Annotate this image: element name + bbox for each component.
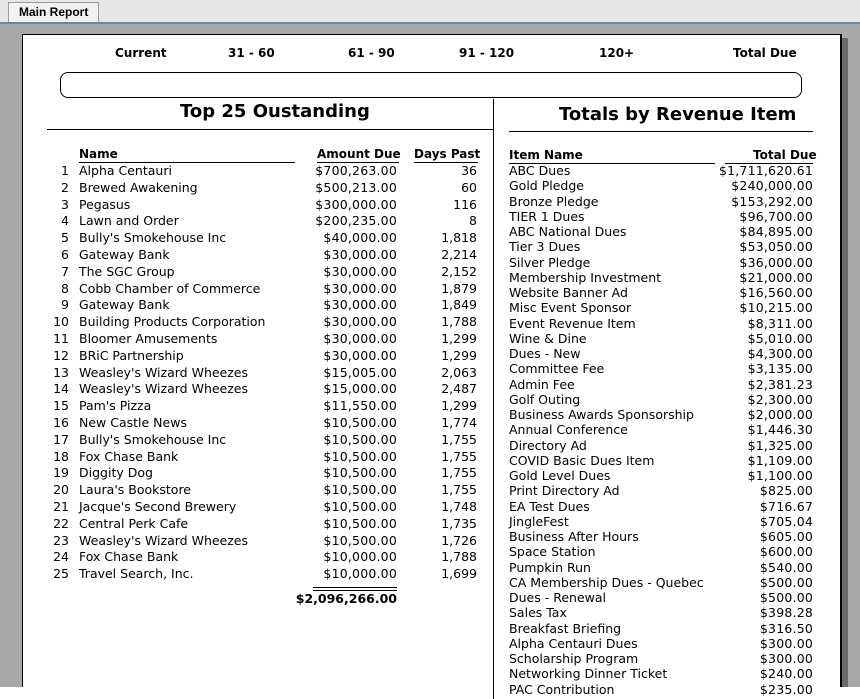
row-rank: 15 — [53, 398, 69, 414]
revenue-item-total: $1,325.00 — [747, 437, 813, 453]
revenue-item-total: $300.00 — [759, 635, 813, 651]
row-rank: 13 — [53, 364, 69, 380]
row-rank: 11 — [53, 331, 69, 346]
row-rank: 8 — [61, 280, 69, 296]
row-amount-due: $10,500.00 — [323, 515, 397, 531]
revenue-item-name: Networking Dinner Ticket — [509, 666, 668, 682]
right-title-rule — [509, 131, 813, 132]
row-amount-due: $30,000.00 — [323, 297, 397, 313]
revenue-item-name: PAC Contribution — [509, 681, 615, 697]
row-days-past: 1,755 — [441, 465, 477, 481]
aging-61-90-label: 61 - 90 — [348, 46, 395, 60]
revenue-item-name: Website Banner Ad — [509, 285, 628, 300]
revenue-item-total: $1,100.00 — [747, 468, 813, 483]
row-name: Jacque's Second Brewery — [79, 499, 237, 514]
revenue-item-total: $300.00 — [759, 651, 813, 666]
revenue-item-name: Gold Pledge — [509, 178, 584, 194]
row-name: Bully's Smokehouse Inc — [79, 230, 227, 246]
row-amount-due: $11,550.00 — [323, 398, 397, 414]
revenue-item-name: Membership Investment — [509, 269, 662, 285]
revenue-item-total: $2,381.23 — [747, 376, 813, 392]
revenue-item-total: $36,000.00 — [739, 254, 813, 270]
row-days-past: 1,755 — [441, 431, 477, 447]
revenue-item-name: Print Directory Ad — [509, 483, 620, 499]
row-amount-due: $10,500.00 — [323, 448, 397, 464]
left-title-rule — [47, 129, 493, 130]
revenue-item-total: $96,700.00 — [739, 208, 813, 224]
row-rank: 2 — [61, 179, 69, 195]
row-rank: 4 — [61, 213, 69, 229]
revenue-item-name: Dues - Renewal — [509, 590, 606, 605]
revenue-item-name: Space Station — [509, 544, 596, 560]
revenue-item-name: TIER 1 Dues — [509, 208, 585, 224]
aging-total-due-label: Total Due — [733, 46, 797, 60]
row-rank: 21 — [53, 499, 69, 514]
row-amount-due: $30,000.00 — [323, 331, 397, 346]
row-amount-due: $10,500.00 — [323, 431, 397, 447]
row-rank: 25 — [53, 566, 69, 582]
row-days-past: 1,726 — [441, 532, 477, 548]
revenue-item-name: Tier 3 Dues — [509, 239, 581, 255]
revenue-item-total: $316.50 — [759, 620, 813, 636]
revenue-item-name: ABC National Dues — [509, 224, 627, 239]
row-rank: 22 — [53, 515, 69, 531]
revenue-item-total: $235.00 — [759, 681, 813, 697]
revenue-item-name: Wine & Dine — [509, 330, 587, 346]
revenue-item-name: Gold Level Dues — [509, 468, 611, 483]
row-rank: 17 — [53, 431, 69, 447]
revenue-item-total: $84,895.00 — [739, 224, 813, 239]
row-rank: 23 — [53, 532, 69, 548]
revenue-item-name: Golf Outing — [509, 391, 581, 407]
row-days-past: 1,879 — [441, 280, 477, 296]
row-days-past: 1,849 — [441, 297, 477, 313]
row-name: Bloomer Amusements — [79, 331, 218, 346]
aging-91-120-label: 91 - 120 — [459, 46, 515, 60]
revenue-item-total: $2,000.00 — [747, 407, 813, 422]
row-rank: 12 — [53, 347, 69, 363]
revenue-item-total: $600.00 — [759, 544, 813, 560]
tab-main-report[interactable]: Main Report — [8, 2, 99, 23]
row-rank: 6 — [61, 247, 69, 262]
col-header-item: Item Name — [509, 148, 583, 162]
revenue-item-total: $5,010.00 — [747, 330, 813, 346]
row-name: The SGC Group — [79, 263, 175, 279]
revenue-title: Totals by Revenue Item — [559, 104, 797, 125]
revenue-item-name: JingleFest — [509, 513, 569, 529]
col-header-name: Name — [79, 147, 118, 161]
row-name: Pam's Pizza — [79, 398, 152, 414]
row-name: Alpha Centauri — [79, 163, 172, 178]
aging-120plus-label: 120+ — [599, 46, 635, 60]
revenue-item-total: $16,560.00 — [739, 285, 813, 300]
row-amount-due: $200,235.00 — [315, 213, 397, 229]
col-header-days: Days Past — [414, 147, 481, 161]
revenue-item-name: Alpha Centauri Dues — [509, 635, 638, 651]
row-rank: 1 — [61, 163, 69, 178]
row-days-past: 1,735 — [441, 515, 477, 531]
aging-header-box — [60, 72, 802, 98]
revenue-item-total: $21,000.00 — [739, 269, 813, 285]
row-amount-due: $700,263.00 — [315, 163, 397, 178]
revenue-item-name: Scholarship Program — [509, 651, 639, 666]
row-name: Diggity Dog — [79, 465, 153, 481]
revenue-item-total: $825.00 — [759, 483, 813, 499]
row-amount-due: $30,000.00 — [323, 347, 397, 363]
revenue-item-name: COVID Basic Dues Item — [509, 452, 655, 468]
revenue-item-total: $500.00 — [759, 574, 813, 590]
row-name: Laura's Bookstore — [79, 482, 191, 498]
row-days-past: 1,818 — [441, 230, 477, 246]
row-amount-due: $30,000.00 — [323, 247, 397, 262]
row-rank: 14 — [53, 381, 69, 397]
row-name: New Castle News — [79, 415, 187, 430]
row-days-past: 2,063 — [441, 364, 477, 380]
col-header-amount: Amount Due — [317, 147, 401, 161]
row-name: BRiC Partnership — [79, 347, 184, 363]
row-amount-due: $40,000.00 — [323, 230, 397, 246]
row-amount-due: $10,000.00 — [323, 549, 397, 565]
revenue-item-name: Event Revenue Item — [509, 315, 636, 331]
revenue-item-name: Misc Event Sponsor — [509, 300, 632, 316]
row-days-past: 1,299 — [441, 331, 477, 346]
row-amount-due: $300,000.00 — [315, 196, 397, 212]
revenue-item-name: Business Awards Sponsorship — [509, 407, 694, 422]
top-25-title: Top 25 Oustanding — [180, 101, 370, 122]
row-rank: 9 — [61, 297, 69, 313]
row-name: Gateway Bank — [79, 297, 170, 313]
row-days-past: 1,299 — [441, 398, 477, 414]
revenue-item-name: ABC Dues — [509, 163, 571, 178]
row-name: Fox Chase Bank — [79, 549, 179, 565]
row-days-past: 116 — [453, 196, 477, 212]
col-header-total-due: Total Due — [753, 148, 817, 162]
row-amount-due: $15,000.00 — [323, 381, 397, 397]
revenue-item-total: $705.04 — [759, 513, 813, 529]
revenue-item-total: $10,215.00 — [739, 300, 813, 316]
revenue-item-total: $4,300.00 — [747, 346, 813, 361]
row-amount-due: $10,500.00 — [323, 499, 397, 514]
revenue-item-total: $1,711,620.61 — [718, 163, 813, 178]
revenue-item-name: CA Membership Dues - Quebec — [509, 574, 704, 590]
row-days-past: 2,487 — [441, 381, 477, 397]
revenue-item-total: $53,050.00 — [739, 239, 813, 255]
row-days-past: 1,748 — [441, 499, 477, 514]
revenue-item-name: Silver Pledge — [509, 254, 591, 270]
revenue-item-name: Committee Fee — [509, 361, 605, 377]
revenue-item-name: Admin Fee — [509, 376, 575, 392]
revenue-item-name: Bronze Pledge — [509, 193, 599, 209]
row-name: Cobb Chamber of Commerce — [79, 280, 261, 296]
row-amount-due: $30,000.00 — [323, 314, 397, 330]
row-rank: 7 — [61, 263, 69, 279]
revenue-item-total: $153,292.00 — [731, 193, 813, 209]
row-days-past: 36 — [461, 163, 477, 178]
page-shadow — [842, 38, 848, 687]
row-days-past: 8 — [469, 213, 477, 229]
row-rank: 20 — [53, 482, 69, 498]
row-name: Gateway Bank — [79, 247, 170, 262]
row-amount-due: $10,000.00 — [323, 566, 397, 582]
revenue-item-name: Directory Ad — [509, 437, 587, 453]
report-page — [22, 34, 842, 697]
revenue-item-total: $500.00 — [759, 590, 813, 605]
row-amount-due: $10,500.00 — [323, 532, 397, 548]
tab-bar — [0, 0, 860, 22]
revenue-item-total: $240.00 — [759, 666, 813, 682]
column-divider — [493, 99, 494, 699]
row-name: Central Perk Cafe — [79, 515, 189, 531]
row-name: Pegasus — [79, 196, 131, 212]
row-rank: 16 — [53, 415, 69, 430]
row-days-past: 1,699 — [441, 566, 477, 582]
revenue-item-name: Dues - New — [509, 346, 581, 361]
row-amount-due: $30,000.00 — [323, 280, 397, 296]
revenue-item-name: Pumpkin Run — [509, 559, 591, 575]
revenue-item-total: $1,446.30 — [747, 422, 813, 438]
row-amount-due: $10,500.00 — [323, 482, 397, 498]
row-days-past: 1,788 — [441, 549, 477, 565]
row-amount-due: $500,213.00 — [315, 179, 397, 195]
row-days-past: 1,755 — [441, 482, 477, 498]
row-rank: 19 — [53, 465, 69, 481]
total-rule-top — [313, 587, 397, 588]
row-days-past: 1,788 — [441, 314, 477, 330]
revenue-item-total: $605.00 — [759, 529, 813, 544]
row-name: Weasley's Wizard Wheezes — [79, 381, 249, 397]
row-days-past: 2,152 — [441, 263, 477, 279]
revenue-item-total: $8,311.00 — [747, 315, 813, 331]
row-days-past: 1,774 — [441, 415, 477, 430]
row-days-past: 60 — [461, 179, 477, 195]
row-name: Brewed Awakening — [79, 179, 198, 195]
revenue-item-name: Breakfast Briefing — [509, 620, 622, 636]
row-rank: 3 — [61, 196, 69, 212]
row-days-past: 2,214 — [441, 247, 477, 262]
row-name: Weasley's Wizard Wheezes — [79, 364, 249, 380]
revenue-item-name: Annual Conference — [509, 422, 628, 438]
row-days-past: 1,299 — [441, 347, 477, 363]
revenue-item-total: $1,109.00 — [747, 452, 813, 468]
row-name: Fox Chase Bank — [79, 448, 179, 464]
row-days-past: 1,755 — [441, 448, 477, 464]
row-amount-due: $10,500.00 — [323, 415, 397, 430]
revenue-item-name: Business After Hours — [509, 529, 639, 544]
revenue-item-name: Sales Tax — [509, 605, 567, 621]
row-name: Bully's Smokehouse Inc — [79, 431, 227, 447]
revenue-item-total: $3,135.00 — [747, 361, 813, 377]
row-name: Lawn and Order — [79, 213, 179, 229]
row-amount-due: $30,000.00 — [323, 263, 397, 279]
row-rank: 10 — [53, 314, 69, 330]
revenue-item-name: EA Test Dues — [509, 498, 590, 514]
revenue-item-total: $716.67 — [759, 498, 813, 514]
grand-total: $2,096,266.00 — [295, 591, 397, 606]
revenue-item-total: $2,300.00 — [747, 391, 813, 407]
row-rank: 24 — [53, 549, 69, 565]
revenue-item-total: $240,000.00 — [731, 178, 813, 194]
row-amount-due: $15,005.00 — [323, 364, 397, 380]
revenue-item-total: $540.00 — [759, 559, 813, 575]
row-rank: 5 — [61, 230, 69, 246]
row-name: Weasley's Wizard Wheezes — [79, 532, 249, 548]
aging-31-60-label: 31 - 60 — [228, 46, 275, 60]
aging-current-label: Current — [115, 46, 167, 60]
row-amount-due: $10,500.00 — [323, 465, 397, 481]
row-name: Building Products Corporation — [79, 314, 266, 330]
row-name: Travel Search, Inc. — [79, 566, 194, 582]
revenue-item-total: $398.28 — [759, 605, 813, 621]
row-rank: 18 — [53, 448, 69, 464]
